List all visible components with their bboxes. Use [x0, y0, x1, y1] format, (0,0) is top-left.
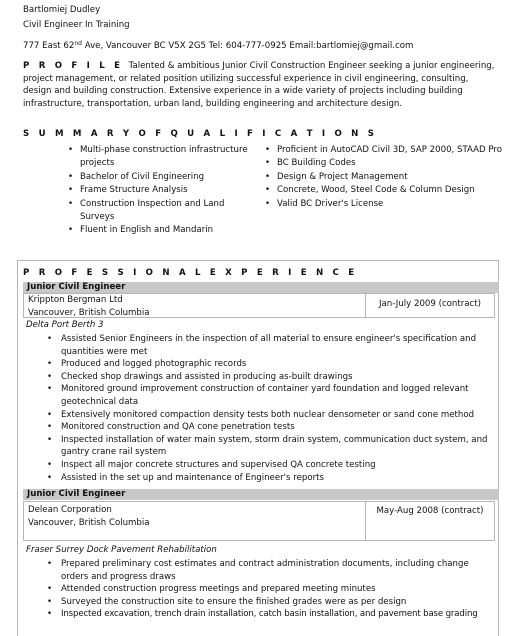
company-location: Vancouver, British Columbia	[28, 308, 150, 316]
qualification-item: • Bachelor of Civil Engineering	[68, 171, 248, 184]
qualification-item: • BC Building Codes	[265, 157, 505, 170]
company-name: Delean Corporation	[28, 505, 112, 515]
bullet-icon: •	[68, 145, 74, 155]
profile-section	[23, 60, 499, 110]
profile-heading: P R O F I L E	[23, 61, 124, 71]
bullet-icon: •	[47, 384, 53, 395]
duty-item: • Produced and logged photographic records	[47, 359, 247, 370]
qualification-item: • Fluent in English and Mandarin	[68, 224, 248, 237]
bullet-icon: •	[265, 158, 271, 169]
job-title-bar: Junior Civil Engineer	[23, 282, 499, 293]
bullet-icon: •	[265, 198, 271, 209]
bullet-icon: •	[47, 334, 53, 344]
bullet-icon: •	[47, 359, 53, 370]
bullet-icon: •	[265, 185, 271, 196]
company-name: Krippton Bergman Ltd	[28, 295, 123, 305]
duty-item: • Assisted Senior Engineers in the inspection of all material to ensure engineer's specification and quantities were met	[47, 334, 477, 357]
duty-item: • Prepared preliminary cost estimates and contract administration documents, including change orders and progress draws	[47, 559, 469, 582]
duty-item: • Assisted in the set up and maintenance of Engineer's reports	[47, 472, 324, 483]
qualification-item: • Concrete, Wood, Steel Code & Column Design	[265, 184, 505, 197]
job-duties-list	[47, 558, 497, 621]
bullet-icon: •	[47, 459, 53, 470]
experience-heading: P R O F E S S I O N A L E X P E R I E N C E	[23, 268, 358, 278]
bullet-icon: •	[47, 472, 53, 483]
project-name: Fraser Surrey Dock Pavement Rehabilitation	[26, 545, 217, 555]
bullet-icon: •	[47, 584, 53, 595]
job-dates: May-Aug 2008 (contract)	[376, 506, 484, 516]
bullet-icon: •	[47, 371, 53, 382]
project-name: Delta Port Berth 3	[26, 320, 104, 330]
bullet-icon: •	[47, 409, 53, 420]
duty-item: • Inspect all major concrete structures and supervised QA concrete testing	[47, 459, 376, 470]
bullet-icon: •	[68, 225, 74, 236]
duty-item: • Inspected excavation, trench drain installation, catch basin installation, and pavement base grading	[47, 609, 478, 620]
company-details	[28, 504, 358, 530]
job-dates: Jan-July 2009 (contract)	[378, 299, 481, 309]
company-info-table	[23, 293, 495, 318]
bullet-icon: •	[265, 171, 271, 182]
duty-item: • Extensively monitored compaction density tests both nuclear densometer or sand cone method	[47, 409, 475, 420]
qualifications-right	[265, 144, 505, 211]
duty-item: • Monitored ground improvement construction of container yard foundation and logged relevant geotechnical data	[47, 384, 469, 407]
bullet-icon: •	[68, 171, 74, 182]
bullet-icon: •	[47, 596, 53, 607]
qualification-item: • Valid BC Driver's License	[265, 198, 505, 211]
candidate-role: Civil Engineer In Training	[23, 20, 130, 30]
duty-item: • Inspected installation of water main system, storm drain system, communication duct system, and gantry crane rail system	[47, 434, 488, 458]
contact-line	[23, 39, 413, 54]
duty-item: • Attended construction progress meetings and prepared meeting minutes	[47, 584, 376, 595]
job-title-bar: Junior Civil Engineer	[23, 489, 499, 500]
qualification-item: • Multi-phase construction infrastructure projects	[68, 145, 248, 169]
qualifications-left	[68, 144, 248, 238]
bullet-icon: •	[265, 145, 271, 155]
bullet-icon: •	[68, 198, 74, 209]
job-dates-cell	[365, 502, 494, 540]
duty-item: • Checked shop drawings and assisted in producing as-built drawings	[47, 371, 353, 382]
job-dates-cell	[365, 294, 494, 317]
candidate-name: Bartlomiej Dudley	[23, 5, 101, 15]
duty-item: • Surveyed the construction site to ensure the finished grades were as per design	[47, 596, 407, 607]
qualification-item: • Design & Project Management	[265, 171, 505, 184]
summary-heading: S U M M A R Y O F Q U A L I F I C A T I O N S	[23, 129, 378, 139]
qualification-item: • Proficient in AutoCAD Civil 3D, SAP 2000, STAAD Pro	[265, 144, 505, 157]
company-location: Vancouver, British Columbia	[28, 518, 150, 528]
qualification-item: • Frame Structure Analysis	[68, 184, 248, 197]
company-info-table	[23, 501, 495, 541]
address-start: 777 East 62	[23, 41, 75, 51]
address-ordinal: nd	[74, 40, 82, 47]
bullet-icon: •	[47, 559, 53, 569]
profile-text: Talented & ambitious Junior Civil Construction Engineer seeking a junior engineering, project management, or related position utilizing successful experience in civil engineering, consulting, design and building construction. Extensive experience in a wide variety of projects including building infrastructure, transportation, urban land, building engineering and architecture design.	[23, 61, 495, 109]
company-details	[28, 294, 358, 316]
address-rest: Ave, Vancouver BC V5X 2G5 Tel: 604-777-0925 Email:bartlomiej@gmail.com	[81, 41, 414, 51]
bullet-icon: •	[47, 422, 53, 433]
job-duties-list	[47, 333, 497, 484]
bullet-icon: •	[47, 434, 53, 445]
qualification-item: • Construction Inspection and Land Surveys	[68, 198, 225, 223]
bullet-icon: •	[68, 185, 74, 196]
duty-item: • Monitored construction and QA cone penetration tests	[47, 422, 295, 433]
contact-header	[23, 3, 413, 54]
bullet-icon: •	[47, 609, 52, 620]
